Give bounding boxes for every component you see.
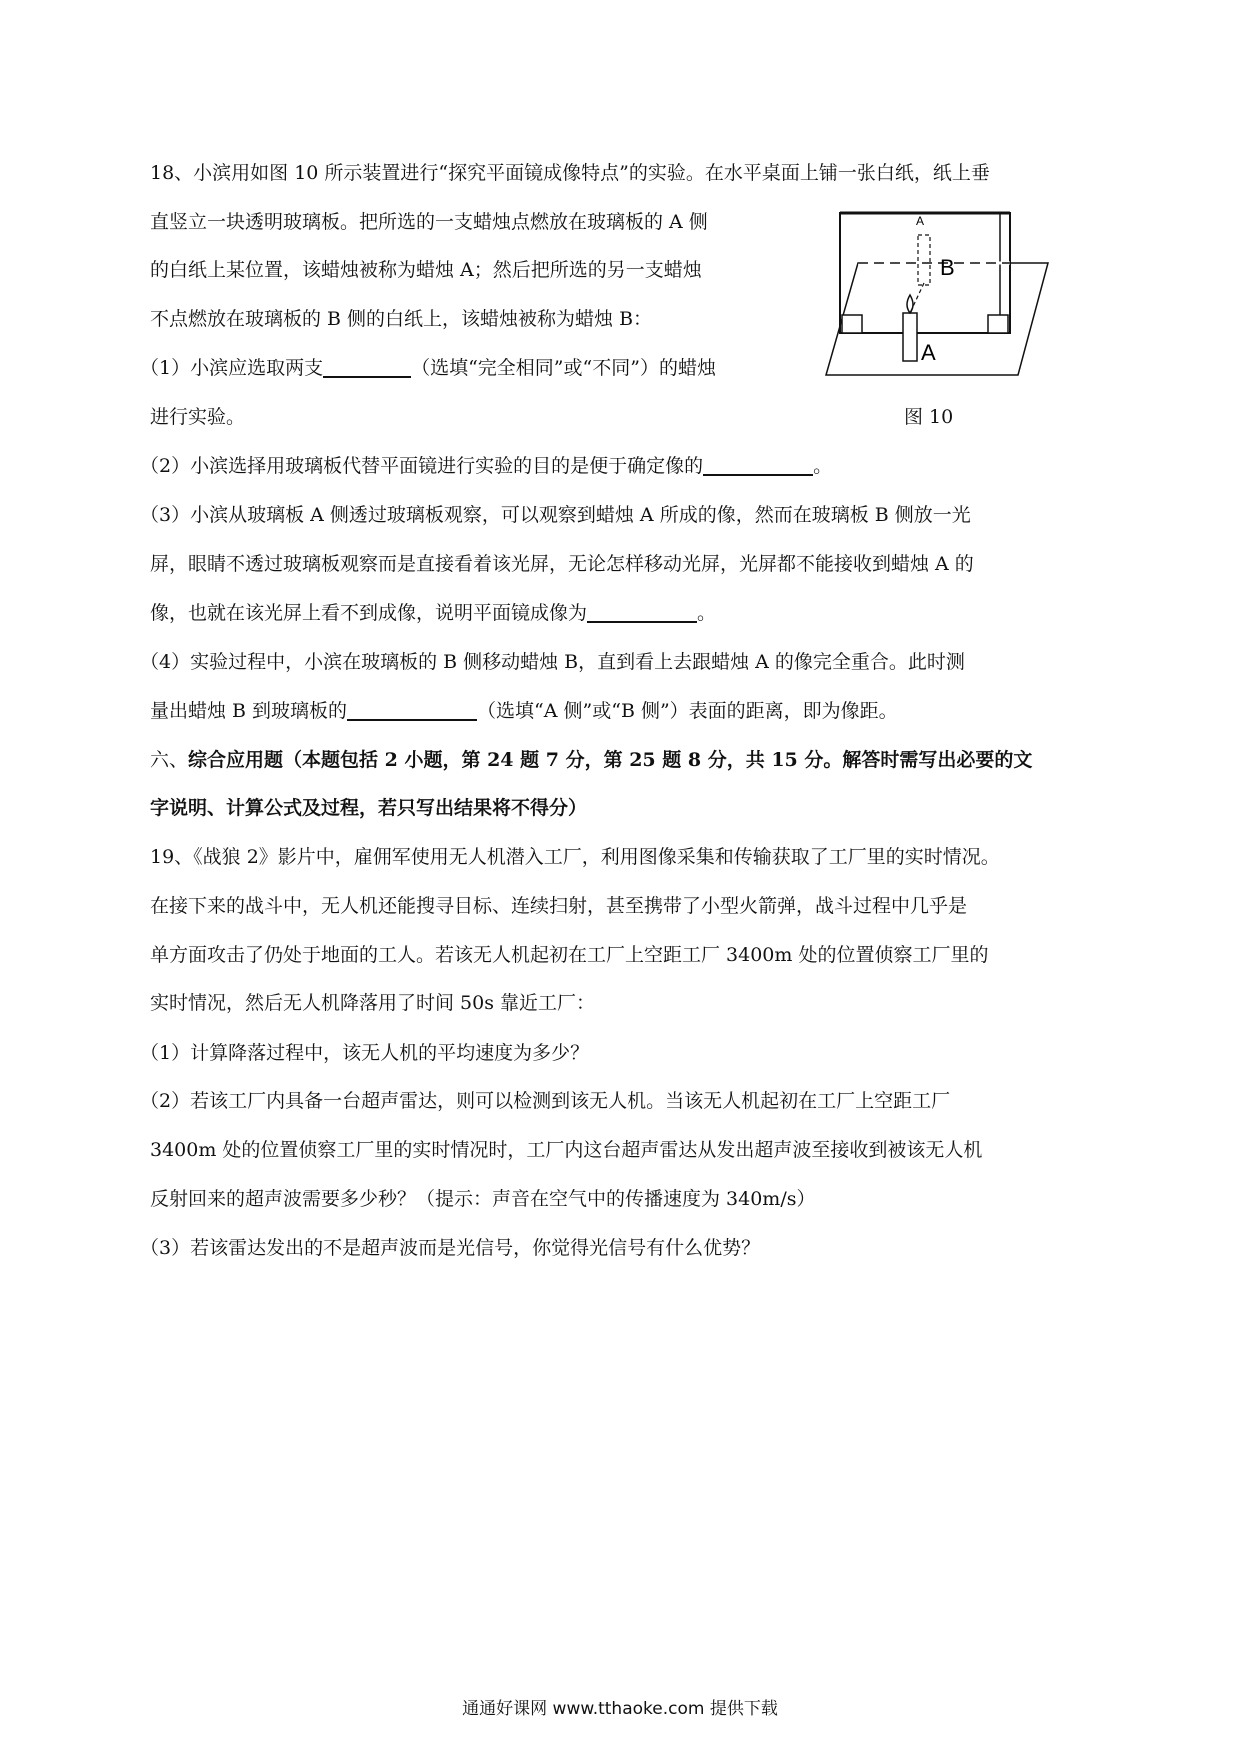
candle-b-dashed bbox=[918, 235, 930, 285]
q19-part-1: （1）计算降落过程中，该无人机的平均速度为多少？ bbox=[140, 1042, 590, 1064]
q19-line-3: 单方面攻击了仍处于地面的工人。若该无人机起初在工厂上空距工厂 3400m 处的位置侦察工厂里的 bbox=[150, 944, 989, 966]
figure-caption: 图 10 bbox=[904, 406, 954, 428]
q18-part-3-line-1: （3）小滨从玻璃板 A 侧透过玻璃板观察，可以观察到蜡烛 A 所成的像，然而在玻璃板 B 侧放一光 bbox=[140, 504, 971, 526]
q18-part-4-line-2 bbox=[150, 698, 898, 724]
q18-part-3-text-d: 。 bbox=[697, 602, 717, 624]
q18-blank-1[interactable] bbox=[323, 356, 411, 378]
q18-blank-2[interactable] bbox=[703, 454, 813, 476]
glass-plate-outline bbox=[840, 213, 1010, 333]
q19-part-2-line-2: 3400m 处的位置侦察工厂里的实时情况时，工厂内这台超声雷达从发出超声波至接收到被该无人机 bbox=[150, 1139, 983, 1161]
figure-label-a: A bbox=[921, 340, 936, 365]
q19-line-2: 在接下来的战斗中，无人机还能搜寻目标、连续扫射，甚至携带了小型火箭弹，战斗过程中几乎是 bbox=[150, 895, 968, 917]
q18-part-1-cont: 进行实验。 bbox=[150, 406, 246, 428]
page-footer: 通通好课网 www.tthaoke.com 提供下载 bbox=[462, 1699, 778, 1719]
q18-part-1-text-b: （选填“完全相同”或“不同”）的蜡烛 bbox=[411, 357, 716, 379]
q18-line-1: 18、小滨用如图 10 所示装置进行“探究平面镜成像特点”的实验。在水平桌面上铺一张白纸，纸上垂 bbox=[150, 162, 990, 184]
q18-part-4-line-1: （4）实验过程中，小滨在玻璃板的 B 侧移动蜡烛 B，直到看上去跟蜡烛 A 的像完全重合。此时测 bbox=[140, 651, 965, 673]
section-6-number: 六、 bbox=[150, 749, 189, 771]
q18-part-2-text-b: 。 bbox=[813, 455, 833, 477]
section-6-heading-line-2: 字说明、计算公式及过程，若只写出结果将不得分） bbox=[150, 797, 588, 819]
q18-part-4-text-b: 量出蜡烛 B 到玻璃板的 bbox=[150, 700, 348, 722]
q18-line-4: 不点燃放在玻璃板的 B 侧的白纸上，该蜡烛被称为蜡烛 B： bbox=[150, 308, 653, 330]
q19-part-3: （3）若该雷达发出的不是超声波而是光信号，你觉得光信号有什么优势？ bbox=[140, 1237, 761, 1259]
q18-part-1 bbox=[140, 355, 716, 381]
q18-line-2: 直竖立一块透明玻璃板。把所选的一支蜡烛点燃放在玻璃板的 A 侧 bbox=[150, 211, 708, 233]
q18-part-2 bbox=[140, 453, 832, 479]
q18-part-3-line-3 bbox=[150, 600, 716, 626]
candle-a bbox=[903, 313, 917, 361]
right-support bbox=[988, 315, 1008, 333]
figure-label-a-small: A bbox=[916, 214, 925, 228]
q19-line-4: 实时情况，然后无人机降落用了时间 50s 靠近工厂： bbox=[150, 992, 596, 1014]
q18-part-4-text-c: （选填“A 侧”或“B 侧”）表面的距离，即为像距。 bbox=[477, 700, 898, 722]
q18-blank-3[interactable] bbox=[587, 601, 697, 623]
candle-a-flame-icon bbox=[907, 295, 913, 313]
section-6-heading-line-1 bbox=[150, 747, 1032, 773]
q18-line-3: 的白纸上某位置，该蜡烛被称为蜡烛 A；然后把所选的另一支蜡烛 bbox=[150, 259, 702, 281]
q18-blank-4[interactable] bbox=[347, 699, 477, 721]
figure-10-diagram bbox=[818, 205, 1058, 400]
section-6-title: 综合应用题（本题包括 2 小题，第 24 题 7 分，第 25 题 8 分，共 15 分。解答时需写出必要的文 bbox=[188, 749, 1033, 771]
q19-part-2-line-3: 反射回来的超声波需要多少秒？（提示：声音在空气中的传播速度为 340m/s） bbox=[150, 1188, 816, 1210]
left-support bbox=[842, 315, 862, 333]
figure-label-b: B bbox=[940, 255, 955, 280]
q19-line-1: 19、《战狼 2》影片中，雇佣军使用无人机潜入工厂，利用图像采集和传输获取了工厂里的实时情况。 bbox=[150, 846, 1000, 868]
q19-part-2-line-1: （2）若该工厂内具备一台超声雷达，则可以检测到该无人机。当该无人机起初在工厂上空距工厂 bbox=[140, 1090, 951, 1112]
q18-part-2-text-a: （2）小滨选择用玻璃板代替平面镜进行实验的目的是便于确定像的 bbox=[140, 455, 704, 477]
q18-part-1-text-a: （1）小滨应选取两支 bbox=[140, 357, 324, 379]
q18-part-3-line-2: 屏，眼睛不透过玻璃板观察而是直接看着该光屏，无论怎样移动光屏，光屏都不能接收到蜡烛 A 的 bbox=[150, 553, 974, 575]
q18-part-3-text-c: 像，也就在该光屏上看不到成像，说明平面镜成像为 bbox=[150, 602, 588, 624]
